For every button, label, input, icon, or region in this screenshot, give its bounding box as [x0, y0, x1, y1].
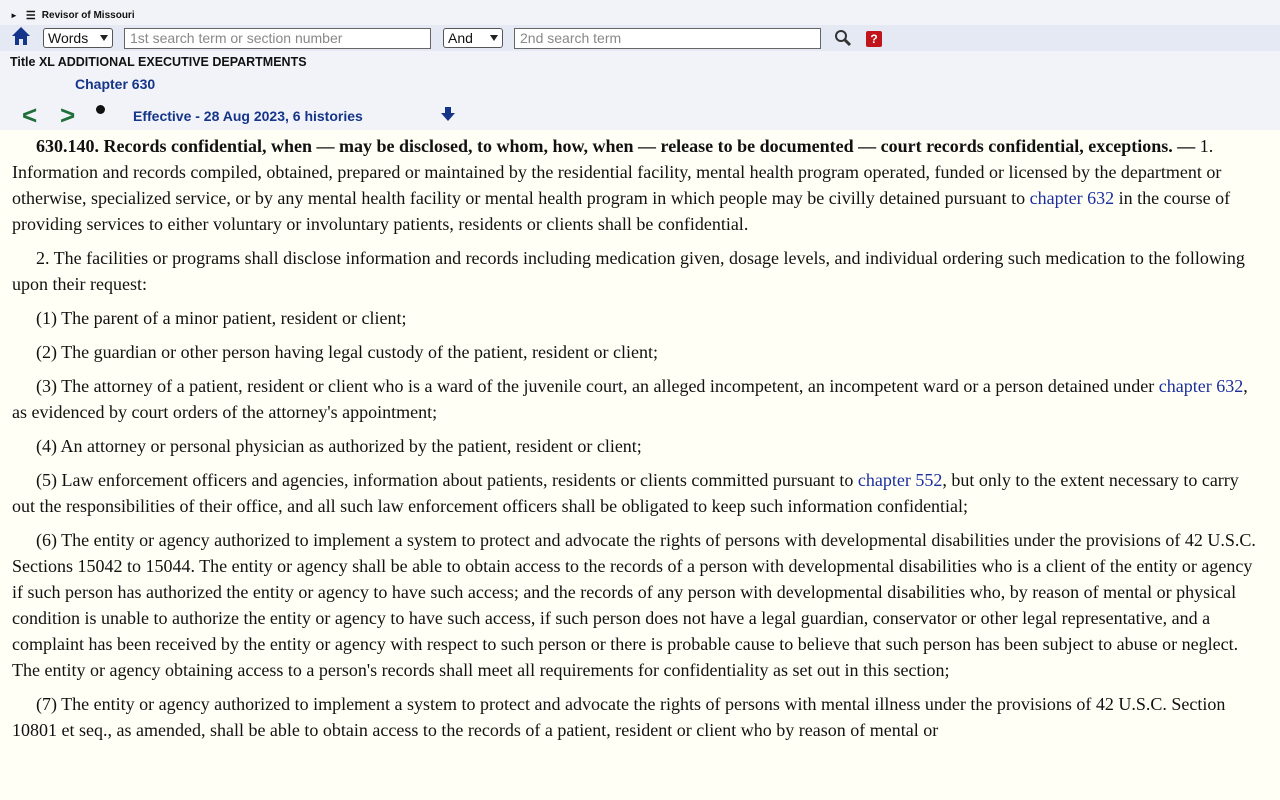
current-section-dot-icon[interactable]	[96, 105, 105, 114]
site-name[interactable]: Revisor of Missouri	[41, 10, 135, 21]
section-paragraph-1: 630.140. Records confidential, when — may be disclosed, to whom, how, when — release to be documented — court records confidential, exceptions. — 1. Information and records compiled, obtained, prepared or maintained by the residential facility, mental health program operated, funded or licensed by the department or otherwise, specialized service, or by any mental health facility or mental health program in which people may be civilly detained pursuant to chapter 632 in the course of providing services to either voluntary or involuntary patients, residents or clients shall be confidential.	[12, 136, 1231, 234]
list-item: (3) The attorney of a patient, resident or client who is a ward of the juvenile court, an alleged incompetent, an incompetent ward or a person detained under chapter 632, as evidenced by court orders of the attorney's appointment;	[12, 376, 1248, 422]
help-button[interactable]: ?	[866, 31, 882, 47]
arrow-down-icon[interactable]	[440, 106, 456, 122]
site-brand[interactable]	[10, 9, 135, 22]
menu-icon[interactable]: ☰	[25, 10, 36, 22]
list-item: (1) The parent of a minor patient, resident or client;	[36, 308, 407, 328]
chapter-link[interactable]: Chapter 630	[75, 76, 156, 92]
chevron-down-icon	[100, 35, 108, 41]
chapter-632-link[interactable]: chapter 632	[1158, 376, 1244, 396]
search-term-2-input[interactable]: 2nd search term	[514, 28, 821, 49]
search-term-1-input[interactable]: 1st search term or section number	[124, 28, 431, 49]
search-icon[interactable]	[834, 29, 852, 47]
chapter-632-link[interactable]: chapter 632	[1029, 188, 1115, 208]
list-item: (4) An attorney or personal physician as authorized by the patient, resident or client;	[36, 436, 642, 456]
list-item: (5) Law enforcement officers and agencies, information about patients, residents or clients committed pursuant to chapter 552, but only to the extent necessary to carry out the responsibilities of their office, and all such law enforcement officers shall be obligated to keep such information confidential;	[12, 470, 1239, 516]
previous-section-button[interactable]: <	[22, 100, 38, 130]
section-paragraph-2: 2. The facilities or programs shall disclose information and records including medication given, dosage levels, and individual ordering such medication to the following upon their request:	[12, 248, 1245, 294]
home-icon[interactable]	[11, 26, 31, 46]
operator-select[interactable]: And	[443, 28, 503, 48]
list-item: (6) The entity or agency authorized to implement a system to protect and advocate the rights of persons with developmental disabilities under the provisions of 42 U.S.C. Sections 15042 to 15044. The entity or agency shall be able to obtain access to the records of a person with developmental disabilities who is a client of the entity or agency if such person has authorized the entity or agency to have such access; and the records of any person with developmental disabilities who, by reason of mental or physical condition is unable to authorize the entity or agency to have such access, if such person does not have a legal guardian, conservator or other legal representative, and a complaint has been received by the entity or agency with respect to such person or there is probable cause to believe that such person has been subject to abuse or neglect. The entity or agency obtaining access to a person's records shall meet all requirements for confidentiality as set out in this section;	[12, 530, 1256, 680]
statute-text	[12, 133, 1262, 751]
chapter-552-link[interactable]: chapter 552	[857, 470, 943, 490]
search-type-select[interactable]: Words	[43, 28, 113, 48]
next-section-button[interactable]: >	[60, 100, 76, 130]
expand-triangle-icon[interactable]: ►	[10, 11, 18, 20]
chevron-down-icon	[490, 35, 498, 41]
effective-date-link[interactable]: Effective - 28 Aug 2023, 6 histories	[133, 108, 363, 124]
title-line: Title XL ADDITIONAL EXECUTIVE DEPARTMENTS	[10, 55, 307, 69]
list-item: (2) The guardian or other person having legal custody of the patient, resident or client;	[36, 342, 658, 362]
section-heading: 630.140. Records confidential, when — may be disclosed, to whom, how, when — release to be documented — court records confidential, exceptions. —	[36, 136, 1196, 156]
list-item: (7) The entity or agency authorized to implement a system to protect and advocate the rights of persons with mental illness under the provisions of 42 U.S.C. Section 10801 et seq., as amended, shall be able to obtain access to the records of a patient, resident or client who by reason of mental or	[12, 694, 1226, 740]
